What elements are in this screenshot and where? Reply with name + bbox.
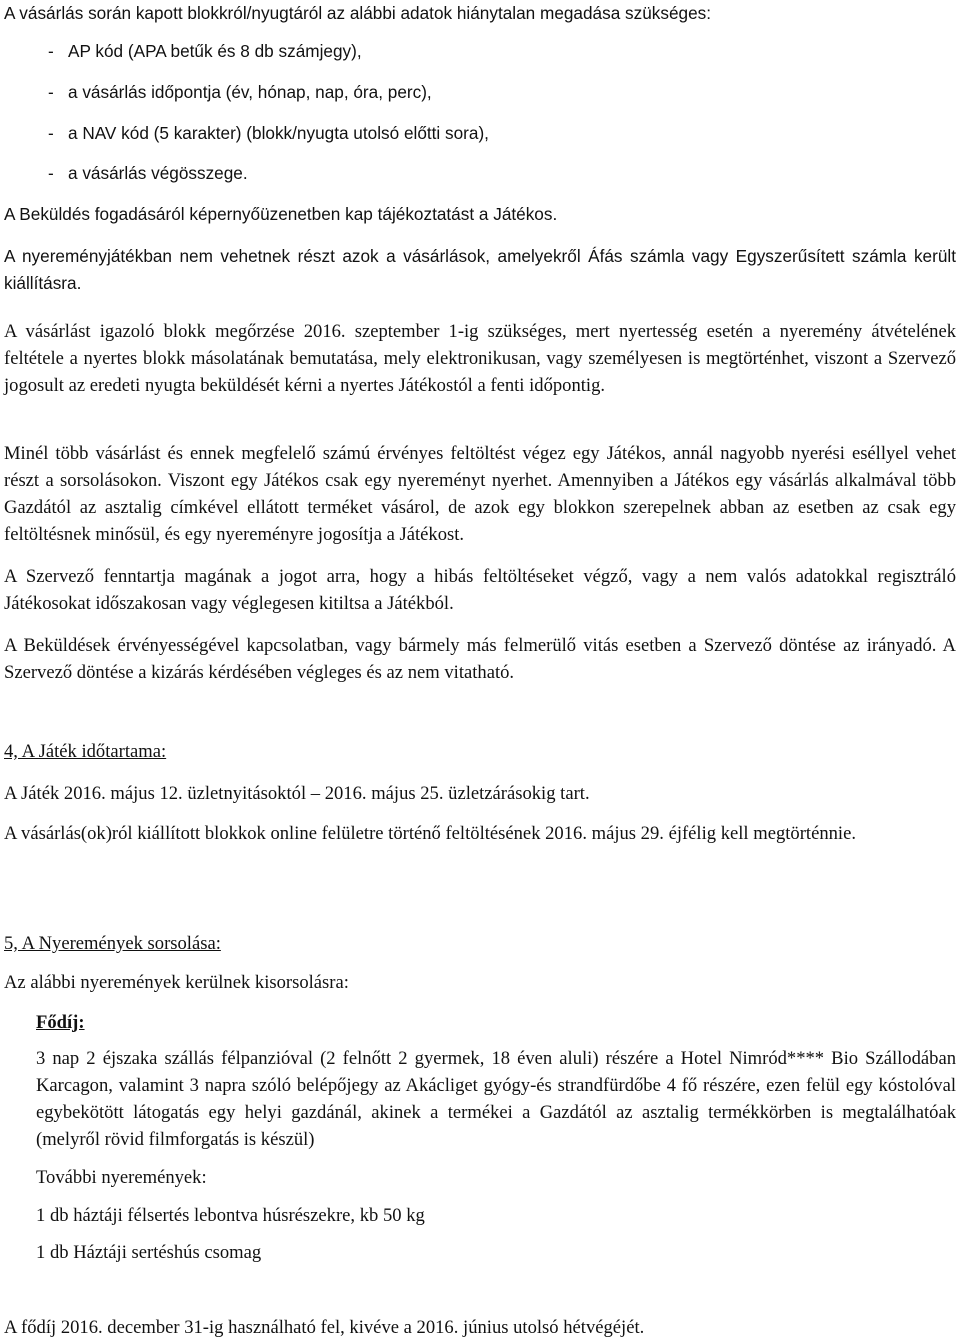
upload-deadline-paragraph: A vásárlás(ok)ról kiállított blokkok online felületre történő feltöltésének 2016. május 29. éjfélig kell megtörténnie. [4, 823, 856, 844]
afas-szamla-paragraph: A nyereményjátékban nem vehetnek részt azok a vásárlások, amelyekről Áfás számla vagy Egyszerűsített számla került kiállításra. [4, 246, 956, 293]
list-item [48, 120, 489, 147]
blokk-megorzes-paragraph: A vásárlást igazoló blokk megőrzése 2016. szeptember 1-ig szükséges, mert nyertesség esetén a nyeremény átvételének feltétele a nyertes blokk másolatának bemutatása, mely elektronikusan, vagy személyesen is megtörténhet, viszont a Szervező jogosult az eredeti nyugta beküldését kérni a nyertes Játékostól a fenti időpontig. [4, 321, 956, 396]
list-item-text: AP kód (APA betűk és 8 db számjegy), [68, 41, 362, 61]
dash-bullet: - [48, 41, 54, 61]
dash-bullet: - [48, 123, 54, 143]
other-prize-item: 1 db háztáji félsertés lebontva húsrészekre, kb 50 kg [36, 1205, 425, 1226]
vitas-paragraph: A Beküldések érvényességével kapcsolatban, vagy bármely más felmerülő vitás esetben a Szervező döntése az irányadó. A Szervező döntése a kizárás kérdésében végleges és az nem vitatható. [4, 635, 956, 683]
prizes-intro-text: Az alábbi nyeremények kerülnek kisorsolásra: [4, 972, 349, 993]
main-prize-label: Fődíj: [36, 1012, 85, 1033]
intro-text: A vásárlás során kapott blokkról/nyugtáról az alábbi adatok hiánytalan megadása szükséges: [4, 3, 712, 23]
list-item-text: a NAV kód (5 karakter) (blokk/nyugta utolsó előtti sora), [68, 123, 489, 143]
main-prize-description-text: 3 nap 2 éjszaka szállás félpanzióval (2 felnőtt 2 gyermek, 18 éven aluli) részére a Hotel Nimród**** Bio Szállodában Karcagon, valamint 3 napra szóló belépőjegy az Akácliget gyógy-és strandfürdőbe 4 fő részére, ezen felül egy kóstolóval egybekötött látogatás egy helyi gazdánál, akinek a termékei a Gazdától az asztalig termékkörben is megtalálhatóak (melyről rövid filmforgatás is készül) [36, 1048, 956, 1150]
list-item [48, 79, 432, 106]
other-prizes-label: További nyeremények: [36, 1167, 207, 1188]
list-item [48, 160, 248, 187]
list-item-text: a vásárlás végösszege. [68, 163, 248, 183]
kizaras-paragraph: A Szervező fenntartja magának a jogot arra, hogy a hibás feltöltéseket végző, vagy a nem valós adatokkal regisztráló Játékosokat időszakosan vagy véglegesen kitiltsa a Játékból. [4, 566, 956, 614]
list-item-text: a vásárlás időpontja (év, hónap, nap, óra, perc), [68, 82, 432, 102]
section-4-heading: 4, A Játék időtartama: [4, 741, 167, 762]
main-prize-description [36, 1045, 956, 1153]
dash-bullet: - [48, 163, 54, 183]
dash-bullet: - [48, 82, 54, 102]
game-duration-text: A Játék 2016. május 12. üzletnyitásoktól – 2016. május 25. üzletzárásokig tart. [4, 783, 590, 804]
other-prize-item: 1 db Háztáji sertéshús csomag [36, 1242, 262, 1263]
section-5-heading: 5, A Nyeremények sorsolása: [4, 933, 221, 954]
main-prize-validity-note: A fődíj 2016. december 31-ig használható fel, kivéve a 2016. június utolsó hétvégéjét. [4, 1317, 645, 1338]
tobb-vasarlas-paragraph: Minél több vásárlást és ennek megfelelő számú érvényes feltöltést végez egy Játékos, annál nagyobb nyerési eséllyel vehet részt a sorsolásokon. Viszont egy Játékos csak egy nyereményt nyerhet. Amennyiben a Játékos egy vásárlás alkalmával több Gazdától az asztalig címkével ellátott terméket vásárol, de azok egy blokkon szerepelnek abban az esetben az csak egy feltöltésnek minősül, és egy nyereményre jogosítja a Játékost. [4, 443, 956, 545]
list-item [48, 38, 362, 65]
bekuldes-info-paragraph: A Beküldés fogadásáról képernyőüzenetben kap tájékoztatást a Játékos. [4, 204, 558, 224]
